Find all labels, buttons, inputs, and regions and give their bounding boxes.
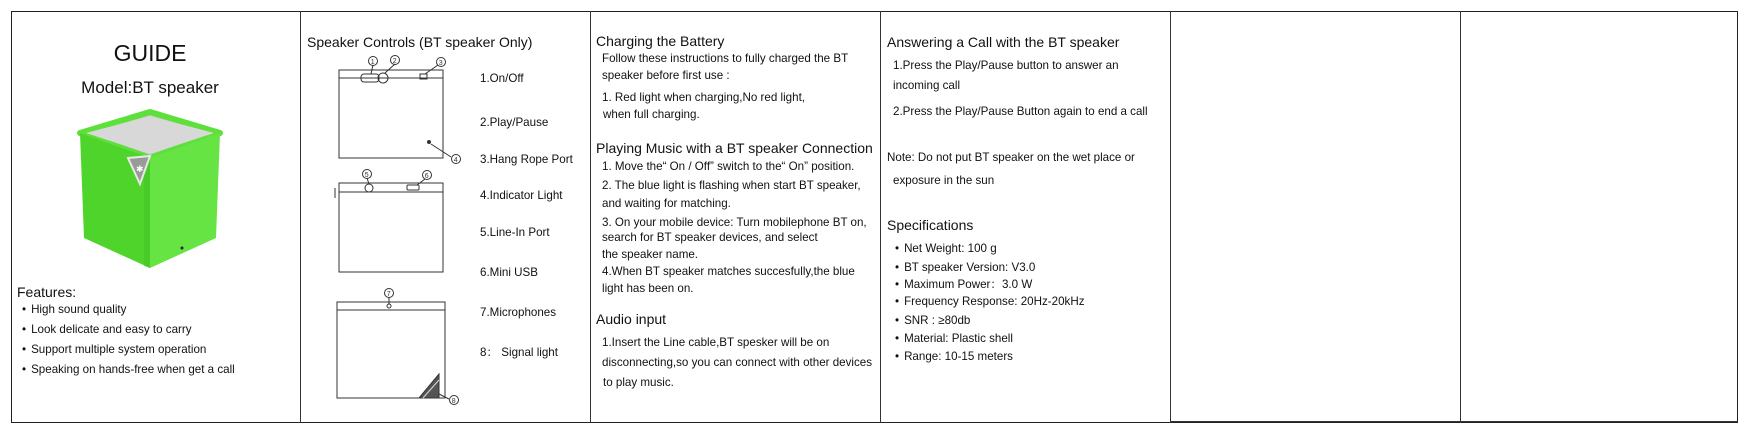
empty-panel [1170, 11, 1460, 423]
features-heading: Features: [17, 284, 77, 300]
svg-text:4: 4 [453, 157, 458, 164]
playing-text: 4.When BT speaker matches succesfully,the blue [602, 265, 855, 278]
call-text: 2.Press the Play/Pause Button again to end a call [893, 105, 1148, 118]
note-text: Note: Do not put BT speaker on the wet place or [887, 151, 1135, 164]
control-label: 5.Line-In Port [480, 226, 550, 239]
model-label: Model:BT speaker [81, 78, 219, 97]
controls-heading: Speaker Controls (BT speaker Only) [307, 34, 533, 50]
spec-item: • Net Weight: 100 g [895, 242, 997, 257]
call-text: 1.Press the Play/Pause button to answer an [893, 59, 1119, 72]
charging-text: speaker before first use : [602, 69, 730, 82]
spec-item: • Range: 10-15 meters [895, 350, 1013, 365]
control-label: 8： Signal light [480, 346, 558, 359]
speaker-product-image [70, 108, 230, 273]
playing-text: the speaker name. [602, 248, 699, 261]
control-label: 7.Microphones [480, 306, 557, 319]
charging-text: when full charging. [603, 108, 700, 121]
svg-text:6: 6 [424, 173, 429, 180]
note-text: exposure in the sun [893, 174, 995, 187]
control-label: 3.Hang Rope Port [480, 153, 573, 166]
audio-text: to play music. [603, 376, 674, 389]
call-text: incoming call [893, 79, 961, 92]
audio-text: disconnecting,so you can connect with other devices [602, 356, 873, 369]
empty-panel [1460, 11, 1738, 423]
spec-item: • Maximum Power：3.0 W [895, 278, 1032, 293]
svg-text:8: 8 [451, 398, 456, 405]
divider [880, 11, 881, 423]
features-list [22, 300, 235, 380]
call-heading: Answering a Call with the BT speaker [887, 34, 1120, 50]
svg-text:✱: ✱ [136, 164, 144, 174]
divider [590, 11, 591, 423]
feature-item: • Support multiple system operation [22, 340, 235, 360]
feature-item: • Speaking on hands-free when get a call [22, 360, 235, 380]
charging-heading: Charging the Battery [596, 33, 725, 49]
divider [300, 11, 301, 423]
spec-heading: Specifications [887, 217, 974, 233]
svg-text:1: 1 [370, 59, 375, 66]
svg-text:2: 2 [392, 58, 397, 65]
spec-item: • BT speaker Version: V3.0 [895, 261, 1035, 276]
playing-text: 2. The blue light is flashing when start BT speaker, [602, 179, 861, 192]
control-label: 6.Mini USB [480, 266, 538, 279]
spec-item: • Material: Plastic shell [895, 332, 1013, 347]
charging-text: Follow these instructions to fully charged the BT [602, 52, 849, 65]
guide-title: GUIDE [113, 40, 187, 66]
speaker-controls-diagram [325, 52, 485, 412]
control-label: 4.Indicator Light [480, 189, 563, 202]
audio-text: 1.Insert the Line cable,BT spesker will be on [602, 336, 830, 349]
playing-text: 1. Move the“ On / Off” switch to the“ On” position. [602, 160, 855, 173]
playing-text: search for BT speaker devices, and select [602, 231, 818, 244]
charging-text: 1. Red light when charging,No red light, [602, 91, 806, 104]
playing-text: 3. On your mobile device: Turn mobilephone BT on, [602, 216, 867, 229]
feature-item: • High sound quality [22, 300, 235, 320]
playing-heading: Playing Music with a BT speaker Connection [596, 140, 873, 156]
audio-heading: Audio input [596, 311, 667, 327]
playing-text: light has been on. [602, 282, 694, 295]
control-label: 1.On/Off [480, 72, 524, 85]
spec-item: • Frequency Response: 20Hz-20kHz [895, 295, 1085, 310]
svg-text:7: 7 [386, 291, 391, 298]
svg-text:5: 5 [364, 172, 369, 179]
spec-item: • SNR : ≥80db [895, 314, 970, 329]
svg-text:3: 3 [438, 60, 443, 67]
playing-text: and waiting for matching. [602, 197, 731, 210]
control-label: 2.Play/Pause [480, 116, 549, 129]
feature-item: • Look delicate and easy to carry [22, 320, 235, 340]
